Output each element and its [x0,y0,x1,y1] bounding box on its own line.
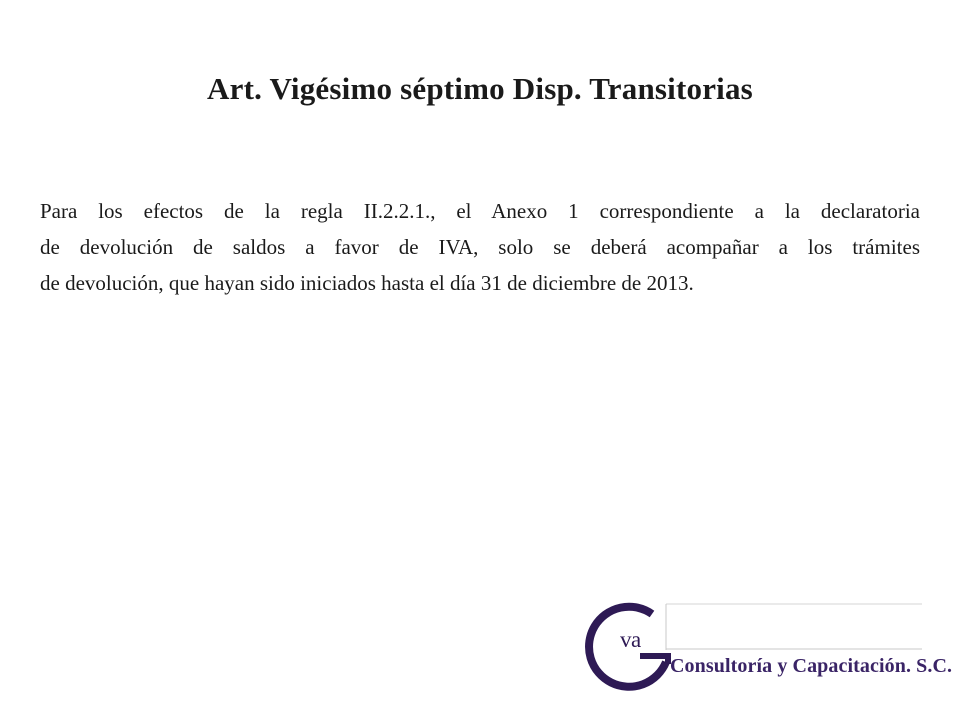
paragraph-line-3: de devolución, que hayan sido iniciados hasta el día 31 de diciembre de 2013. [40,271,694,295]
paragraph-line-2: de devolución de saldos a favor de IVA, solo se deberá acompañar a los trámites [40,235,920,259]
slide-title: Art. Vigésimo séptimo Disp. Transitorias [207,70,753,106]
logo-mark-letters: va [620,627,641,652]
paragraph-line-1: Para los efectos de la regla II.2.2.1., el Anexo 1 correspondiente a la declaratoria [40,199,920,223]
body-paragraph [40,193,920,301]
logo-company-name: Consultoría y Capacitación. S.C. [670,655,953,677]
company-logo [582,600,953,700]
